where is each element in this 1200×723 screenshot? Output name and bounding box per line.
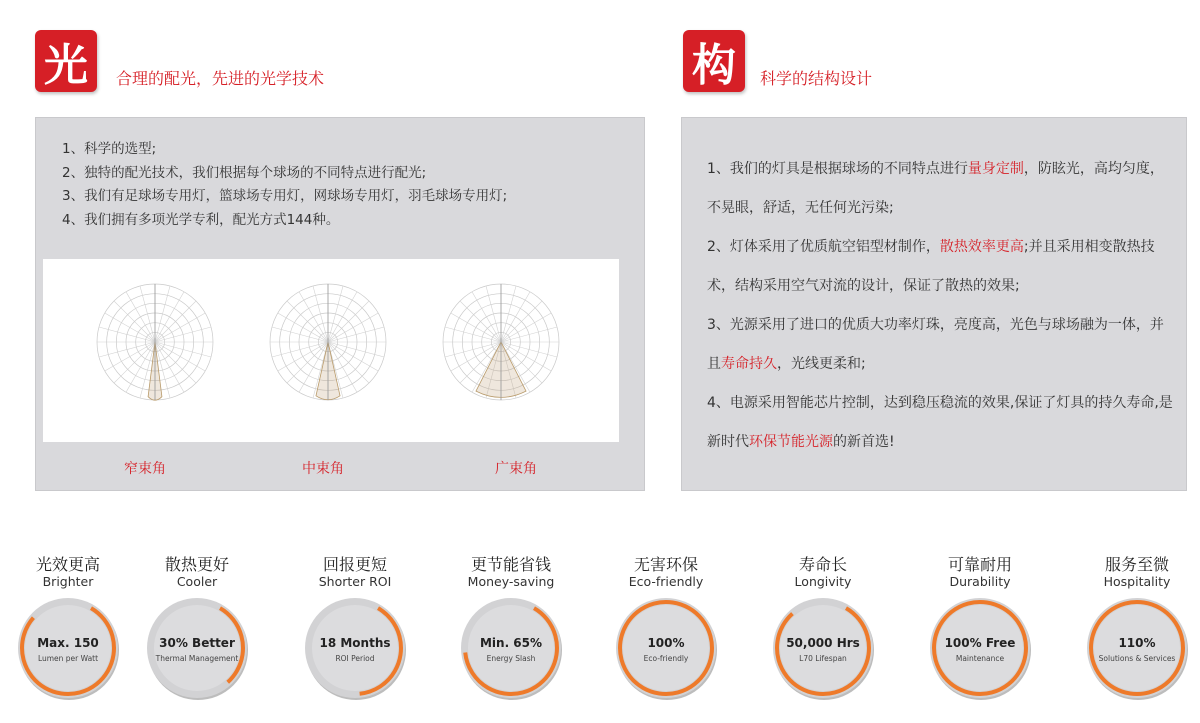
beam-label-wide: 广束角 <box>495 461 537 477</box>
feature-circle <box>456 593 566 703</box>
feature-title-cn: 无害环保 <box>633 555 698 574</box>
feature-value: Min. 65% <box>479 636 543 650</box>
structure-paragraph-3: 3、光源采用了进口的优质大功率灯珠，亮度高，光色与球场融为一体，并且寿命持久，光线更柔和; <box>707 317 1164 372</box>
feature-title-en: Hospitality <box>1103 574 1171 589</box>
feature-circle <box>768 593 878 703</box>
feature-title-cn: 可靠耐用 <box>947 555 1012 574</box>
feature-value: 30% Better <box>159 636 235 650</box>
optics-badge: 光 <box>35 30 97 92</box>
feature-value: 110% <box>1118 636 1156 650</box>
structure-paragraph-2: 2、灯体采用了优质航空铝型材制作，散热效率更高;并且采用相变散热技术，结构采用空气对流的设计，保证了散热的效果; <box>707 239 1155 294</box>
feature-caption: Solutions & Services <box>1098 654 1176 663</box>
feature-caption: Energy Slash <box>486 654 536 663</box>
feature-title-cn: 散热更好 <box>164 555 229 574</box>
feature-title-cn: 服务至微 <box>1104 555 1169 574</box>
feature-circle <box>1082 593 1192 703</box>
feature-title-en: Shorter ROI <box>318 574 392 589</box>
feature-value: 18 Months <box>319 636 391 650</box>
feature-title-en: Cooler <box>176 574 218 589</box>
feature-caption: Eco-friendly <box>643 654 689 663</box>
structure-badge: 构 <box>683 30 745 92</box>
light-distribution-diagrams <box>43 259 619 442</box>
beam-label-narrow: 窄束角 <box>124 461 166 477</box>
feature-caption: Thermal Management <box>155 654 239 663</box>
feature-title-cn: 寿命长 <box>798 555 847 574</box>
highlight-eco: 环保节能光源 <box>749 434 833 450</box>
feature-title-cn: 更节能省钱 <box>470 555 551 574</box>
feature-title-en: Longivity <box>794 574 852 589</box>
structure-paragraph-4: 4、电源采用智能芯片控制，达到稳压稳流的效果,保证了灯具的持久寿命,是新时代环保节能光源的新首选! <box>707 395 1173 450</box>
structure-subtitle: 科学的结构设计 <box>760 69 873 88</box>
feature-value: 100% Free <box>944 636 1016 650</box>
feature-circle <box>142 593 252 703</box>
feature-value: 100% <box>647 636 685 650</box>
feature-title-en: Eco-friendly <box>628 574 704 589</box>
structure-paragraph-1: 1、我们的灯具是根据球场的不同特点进行量身定制，防眩光，高均匀度，不晃眼，舒适，无任何光污染; <box>707 161 1164 216</box>
feature-circle <box>13 593 123 703</box>
feature-title-en: Brighter <box>42 574 94 589</box>
polar-diagram-medium <box>236 259 426 442</box>
feature-circle <box>300 593 410 703</box>
optics-item: 1、科学的选型; <box>62 141 157 157</box>
feature-caption: ROI Period <box>335 654 375 663</box>
feature-circle <box>925 593 1035 703</box>
structure-text <box>707 150 1175 462</box>
feature-circle <box>611 593 721 703</box>
highlight-heat: 散热效率更高 <box>939 239 1024 255</box>
optics-item: 3、我们有足球场专用灯，篮球场专用灯，网球场专用灯，羽毛球场专用灯; <box>62 188 508 204</box>
beam-label-medium: 中束角 <box>302 461 344 477</box>
polar-diagram-narrow <box>63 259 253 442</box>
feature-title-cn: 回报更短 <box>322 555 387 574</box>
optics-item: 4、我们拥有多项光学专利，配光方式144种。 <box>62 211 340 228</box>
highlight-lifespan: 寿命持久 <box>721 356 777 372</box>
feature-title-en: Money-saving <box>467 574 555 589</box>
feature-caption: L70 Lifespan <box>799 654 847 663</box>
feature-title-cn: 光效更高 <box>35 555 100 574</box>
optics-list <box>62 138 507 232</box>
feature-value: Max. 150 <box>37 636 99 650</box>
feature-caption: Maintenance <box>955 654 1005 663</box>
optics-item: 2、独特的配光技术，我们根据每个球场的不同特点进行配光; <box>62 164 427 181</box>
highlight-custom: 量身定制 <box>967 161 1024 177</box>
optics-subtitle: 合理的配光，先进的光学技术 <box>116 69 325 88</box>
feature-value: 50,000 Hrs <box>786 636 860 650</box>
polar-diagram-wide <box>409 259 599 442</box>
feature-caption: Lumen per Watt <box>37 654 99 663</box>
feature-title-en: Durability <box>949 574 1011 589</box>
